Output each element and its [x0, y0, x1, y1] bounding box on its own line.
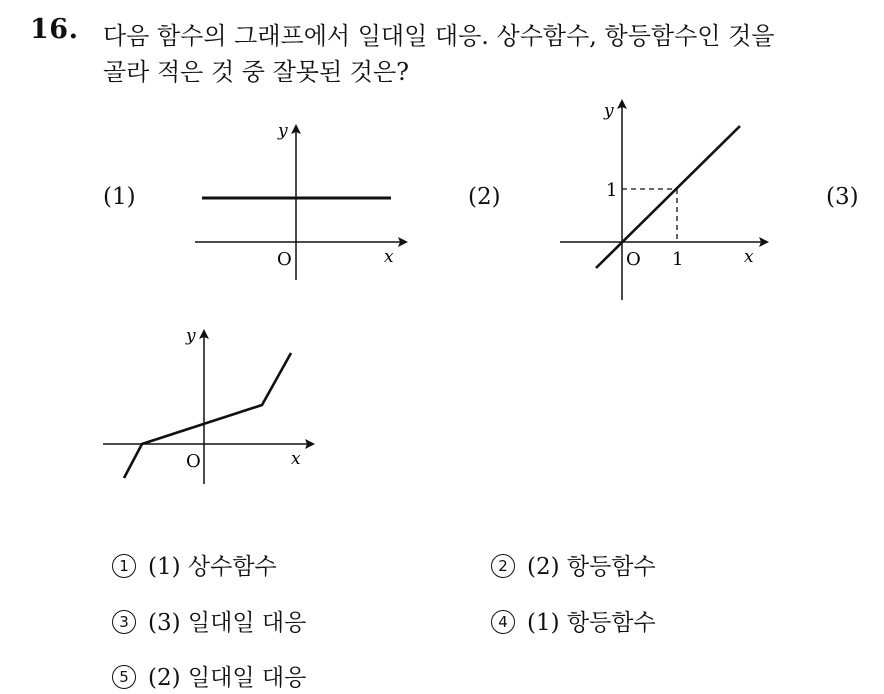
graph-1-label: (1)	[103, 184, 136, 210]
graph-3-x-label: x	[291, 449, 301, 469]
choice-2-text: (2) 항등함수	[527, 554, 656, 580]
choice-4-text: (1) 항등함수	[527, 610, 656, 636]
graph-3-label: (3)	[826, 184, 859, 210]
graph-3-axes	[103, 329, 315, 484]
choice-4-number-icon: 4	[491, 610, 515, 634]
graph-3-y-label: y	[186, 326, 196, 346]
graph-2-x-tick-label: 1	[672, 249, 684, 270]
question-number: 16.	[30, 14, 79, 45]
choice-5[interactable]	[112, 659, 306, 692]
choice-1[interactable]	[112, 548, 277, 581]
graph-2-origin-label: O	[626, 249, 641, 270]
choice-1-number-icon: 1	[112, 554, 136, 578]
graph-3-origin-label: O	[186, 451, 201, 472]
choice-5-text: (2) 일대일 대응	[148, 665, 307, 691]
graph-2-x-label: x	[744, 247, 754, 267]
graph-2-label: (2)	[468, 184, 501, 210]
graph-1-x-label: x	[384, 247, 394, 267]
choice-2[interactable]	[491, 548, 656, 581]
graph-1-y-label: y	[278, 121, 288, 141]
choice-3[interactable]	[112, 604, 306, 637]
graph-2-y-label: y	[604, 101, 614, 121]
choice-1-text: (1) 상수함수	[148, 554, 277, 580]
graph-3-curve	[124, 353, 291, 478]
choice-3-text: (3) 일대일 대응	[148, 610, 307, 636]
question-text-line-1: 다음 함수의 그래프에서 일대일 대응. 상수함수, 항등함수인 것을	[103, 22, 775, 50]
question-text-line-2: 골라 적은 것 중 잘못된 것은?	[103, 58, 410, 86]
choice-5-number-icon: 5	[112, 665, 136, 689]
choice-2-number-icon: 2	[491, 554, 515, 578]
choice-4[interactable]	[491, 604, 656, 637]
graph-2-y-tick-label: 1	[606, 180, 618, 201]
graph-1-origin-label: O	[277, 249, 292, 270]
choice-3-number-icon: 3	[112, 610, 136, 634]
